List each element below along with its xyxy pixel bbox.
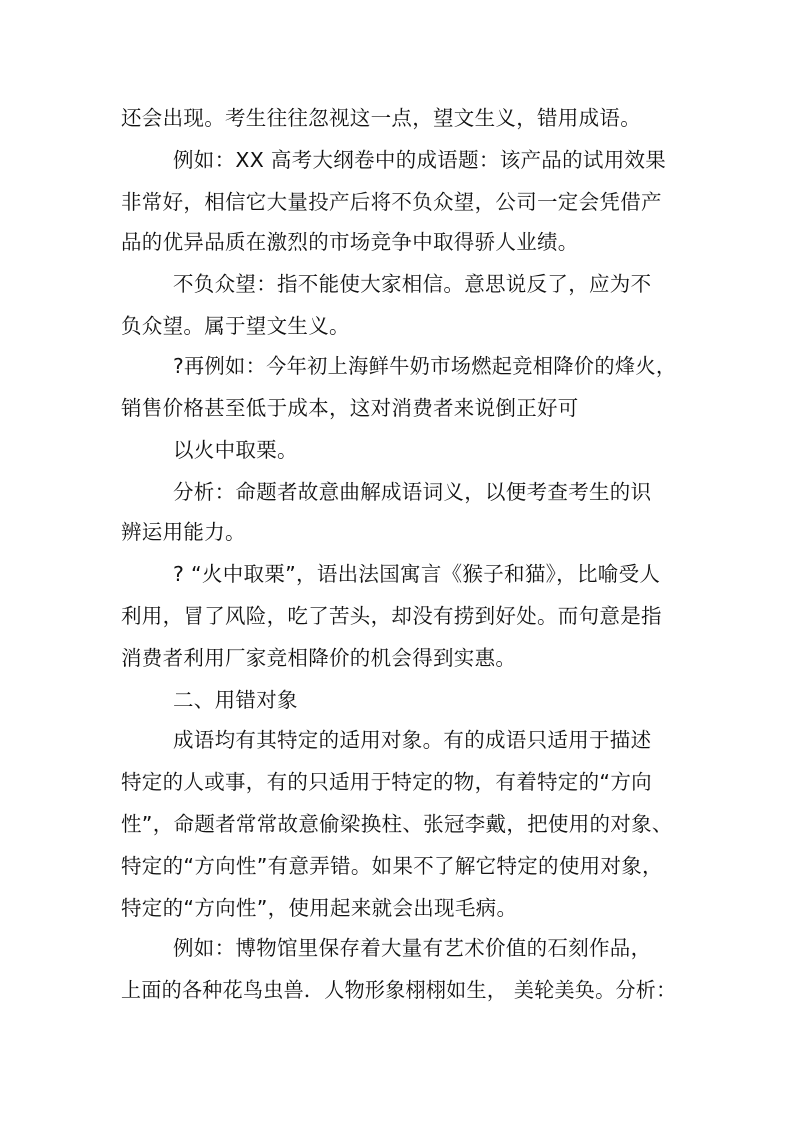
section-heading: 二、用错对象 — [173, 688, 298, 712]
text-line: ? “火中取栗”，语出法国寓言《猴子和猫》，比喻受人 — [173, 562, 661, 586]
text-line: 辨运用能力。 — [121, 520, 246, 544]
text-line: 性”，命题者常常故意偷梁换柱、张冠李戴，把使用的对象、 — [121, 812, 673, 836]
text-line: 特定的“方向性”有意弄错。如果不了解它特定的使用对象， — [121, 854, 663, 878]
text-line: 还会出现。考生往往忽视这一点，望文生义，错用成语。 — [121, 106, 641, 130]
text-line: 上面的各种花鸟虫兽．人物形象栩栩如生， 美轮美奂。分析： — [121, 978, 677, 1002]
text-line: 特定的“方向性”，使用起来就会出现毛病。 — [121, 896, 518, 920]
text-line: 例如：博物馆里保存着大量有艺术价值的石刻作品， — [173, 936, 652, 960]
text-line: 利用，冒了风险，吃了苦头，却没有捞到好处。而句意是指 — [121, 604, 662, 628]
text-line: 特定的人或事，有的只适用于特定的物，有着特定的“方向 — [121, 770, 652, 794]
text-line: 成语均有其特定的适用对象。有的成语只适用于描述 — [173, 728, 652, 752]
text-line: 销售价格甚至低于成本，这对消费者来说倒正好可 — [121, 396, 579, 420]
text-line: 负众望。属于望文生义。 — [121, 314, 350, 338]
text-line: 不负众望：指不能使大家相信。意思说反了，应为不 — [173, 272, 652, 296]
text-line: 例如：XX 高考大纲卷中的成语题：该产品的试用效果 — [173, 148, 667, 172]
text-line: 以火中取栗。 — [173, 438, 298, 462]
text-line: 品的优异品质在激烈的市场竞争中取得骄人业绩。 — [121, 230, 579, 254]
text-line: 非常好，相信它大量投产后将不负众望，公司一定会凭借产 — [121, 190, 662, 214]
text-line: 消费者利用厂家竞相降价的机会得到实惠。 — [121, 646, 517, 670]
text-line: ?再例如：今年初上海鲜牛奶市场燃起竞相降价的烽火， — [173, 354, 677, 378]
text-line: 分析：命题者故意曲解成语词义，以便考查考生的识 — [173, 480, 652, 504]
